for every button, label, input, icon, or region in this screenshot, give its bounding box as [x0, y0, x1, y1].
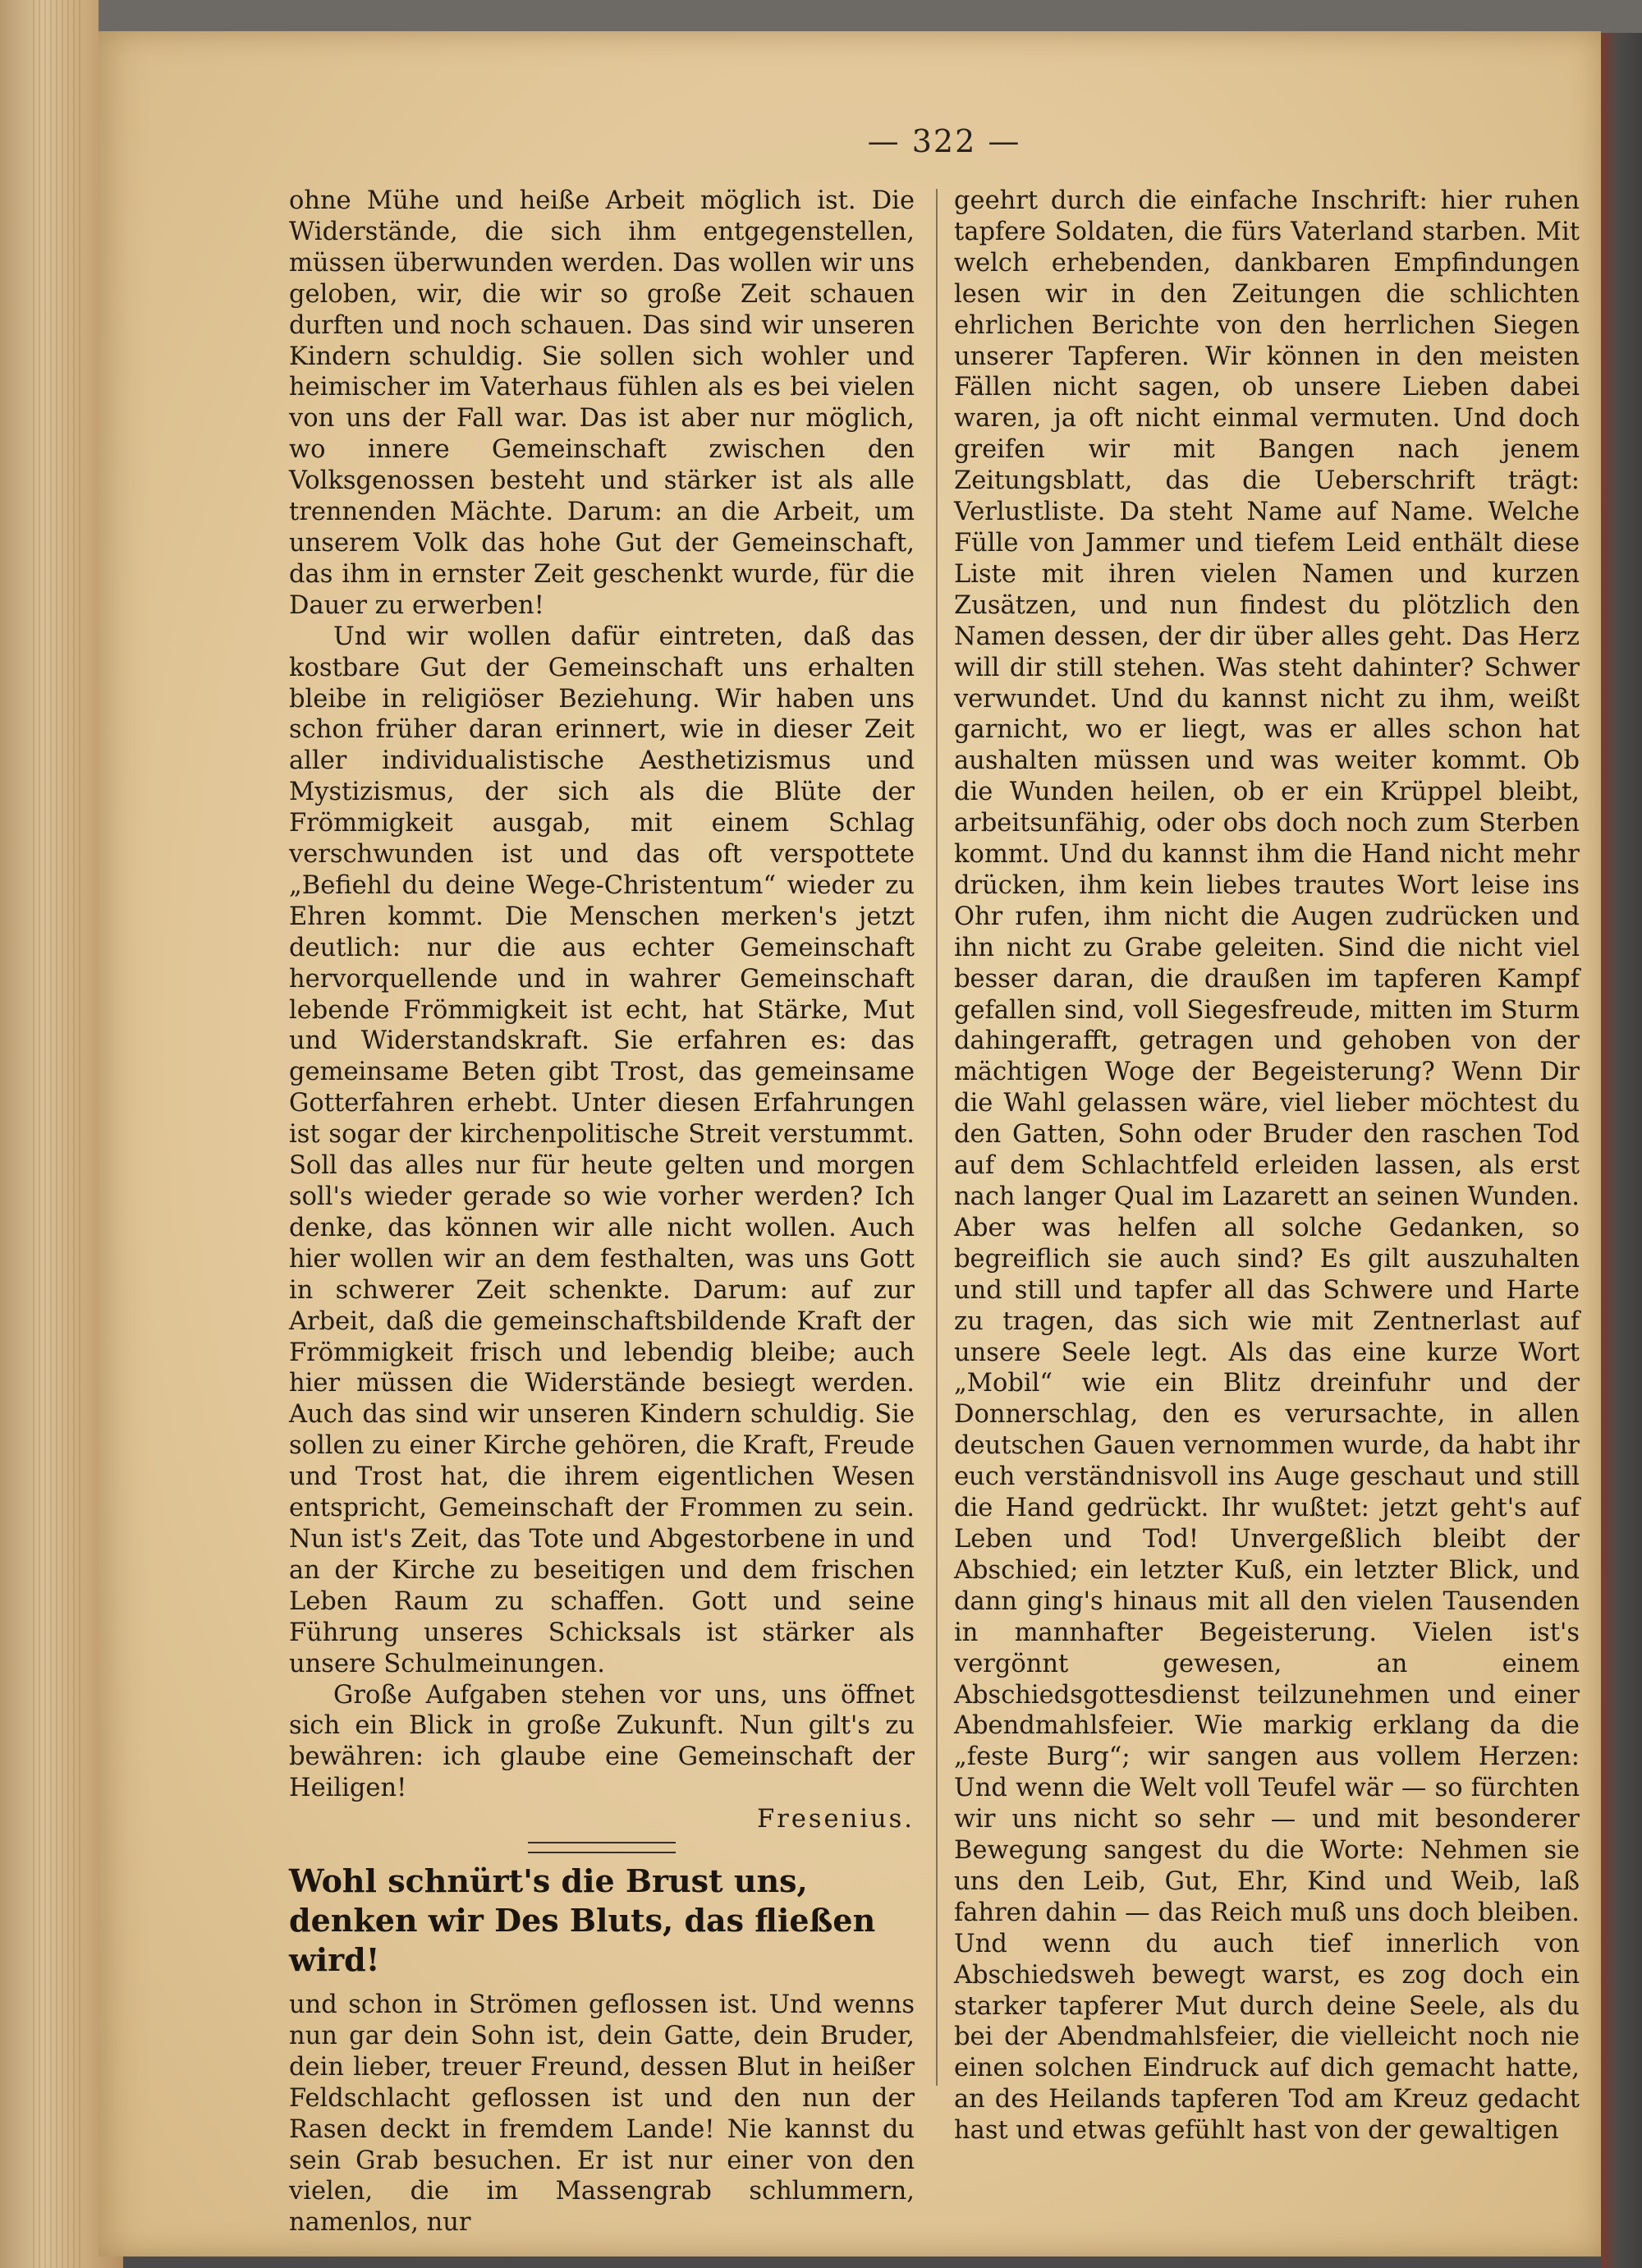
- paragraph: und schon in Strömen geflossen ist. Und wenns nun gar dein Sohn ist, dein Gatte, dein Bruder, dein lieber, treuer Freund, dessen Blut in heißer Feldschlacht geflossen ist und den nun der Rasen deckt in fremdem Lande! Nie kannst du sein Grab besuchen. Er ist nur einer von den vielen, die im Massengrab schlummern, namenlos, nur: [289, 1990, 915, 2238]
- paragraph: geehrt durch die einfache Inschrift: hier ruhen tapfere Soldaten, die fürs Vaterland starben. Mit welch erhebenden, dankbaren Empfindungen lesen wir in den Zeitungen die schlichten ehrlichen Berichte von den herrlichen Siegen unserer Tapferen. Wir können in den meisten Fällen nicht sagen, ob unsere Lieben dabei waren, ja oft nicht einmal vermuten. Und doch greifen wir mit Bangen nach jenem Zeitungsblatt, das die Ueberschrift trägt: Verlustliste. Da steht Name auf Name. Welche Fülle von Jammer und tiefem Leid enthält diese Liste mit ihren vielen Namen und kurzen Zusätzen, und nun findest du plötzlich den Namen dessen, der dir über alles geht. Das Herz will dir still stehen. Was steht dahinter? Schwer verwundet. Und du kannst nicht zu ihm, weißt garnicht, wo er liegt, was er alles schon hat aushalten müssen und was weiter kommt. Ob die Wunden heilen, ob er ein Krüppel bleibt, arbeitsunfähig, oder obs doch noch zum Sterben kommt. Und du kannst ihm die Hand nicht mehr drücken, ihm kein liebes trautes Wort leise ins Ohr rufen, ihm nicht die Augen zudrücken und ihn nicht zu Grabe geleiten. Sind die nicht viel besser daran, die draußen im tapferen Kampf gefallen sind, voll Siegesfreude, mitten im Sturm dahingerafft, getragen und gehoben von der mächtigen Woge der Begeisterung? Wenn Dir die Wahl gelassen wäre, viel lieber möchtest du den Gatten, Sohn oder Bruder den raschen Tod auf dem Schlachtfeld erleiden lassen, als erst nach langer Qual im Lazarett an seinen Wunden. Aber was helfen all solche Gedanken, so begreiflich sie auch sind? Es gilt auszuhalten und still und tapfer all das Schwere und Harte zu tragen, das sich wie mit Zentnerlast auf unsere Seele legt. Als das eine kurze Wort „Mobil“ wie ein Blitz dreinfuhr und der Donnerschlag, den es verursachte, in allen deutschen Gauen vernommen wurde, da habt ihr euch verständnisvoll ins Auge geschaut und still die Hand gedrückt. Ihr wußtet: jetzt geht's auf Leben und Tod! Unvergeßlich bleibt der Abschied; ein letzter Kuß, ein letzter Blick, und dann ging's hinaus mit all den vielen Tausenden in mannhafter Begeisterung. Vielen ist's vergönnt gewesen, an einem Abschiedsgottesdienst teilzunehmen und einer Abendmahlsfeier. Wie markig erklang da die „feste Burg“; wir sangen aus vollem Herzen: Und wenn die Welt voll Teufel wär — so fürchten wir uns nicht so sehr — und mit besonderer Bewegung sangest du die Worte: Nehmen sie uns den Leib, Gut, Ehr, Kind und Weib, laß fahren dahin — das Reich muß uns doch bleiben. Und wenn du auch tief innerlich von Abschiedsweh bewegt warst, es zog doch ein starker tapferer Mut durch deine Seele, als du bei der Abendmahlsfeier, die vielleicht noch nie einen solchen Eindruck auf dich gemacht hatte, an des Heilands tapferen Tod am Kreuz gedacht hast und etwas gefühlt hast von der gewaltigen: [954, 186, 1580, 2146]
- right-column: [954, 186, 1580, 2146]
- left-column: [289, 186, 915, 2238]
- paragraph: Große Aufgaben stehen vor uns, uns öffnet sich ein Blick in große Zukunft. Nun gilt's zu bewähren: ich glaube eine Gemeinschaft der Heiligen!: [289, 1680, 915, 1803]
- section-separator-rule: [528, 1842, 676, 1853]
- paragraph: ohne Mühe und heiße Arbeit möglich ist. Die Widerstände, die sich ihm entgegenstellen, müssen überwunden werden. Das wollen wir uns geloben, wir, die wir so große Zeit schauen durften und noch schauen. Das sind wir unseren Kindern schuldig. Sie sollen sich wohler und heimischer im Vaterhaus fühlen als es bei vielen von uns der Fall war. Das ist aber nur möglich, wo innere Gemeinschaft zwischen den Volksgenossen besteht und stärker ist als alle trennenden Mächte. Darum: an die Arbeit, um unserem Volk das hohe Gut der Gemeinschaft, das ihm in ernster Zeit geschenkt wurde, für die Dauer zu erwerben!: [289, 186, 915, 620]
- column-divider: [936, 189, 938, 2086]
- paragraph: Und wir wollen dafür eintreten, daß das kostbare Gut der Gemeinschaft uns erhalten bleibe in religiöser Beziehung. Wir haben uns schon früher daran erinnert, wie in dieser Zeit aller individualistische Aesthetizismus und Mystizismus, der sich als die Blüte der Frömmigkeit ausgab, mit einem Schlag verschwunden ist und das oft verspottete „Befiehl du deine Wege-Christentum“ wieder zu Ehren kommt. Die Menschen merken's jetzt deutlich: nur die aus echter Gemeinschaft hervorquellende und in wahrer Gemeinschaft lebende Frömmigkeit ist echt, hat Stärke, Mut und Widerstandskraft. Sie erfahren es: das gemeinsame Beten gibt Trost, das gemeinsame Gotterfahren erhebt. Unter diesen Erfahrungen ist sogar der kirchenpolitische Streit verstummt. Soll das alles nur für heute gelten und morgen soll's wieder gerade so wie vorher werden? Ich denke, das können wir alle nicht wollen. Auch hier wollen wir an dem festhalten, was uns Gott in schwerer Zeit schenkte. Darum: auf zur Arbeit, daß die gemeinschaftsbildende Kraft der Frömmigkeit frisch und lebendig bleibe; auch hier müssen die Widerstände besiegt werden. Auch das sind wir unseren Kindern schuldig. Sie sollen zu einer Kirche gehören, die Kraft, Freude und Trost hat, die ihrem eigentlichen Wesen entspricht, Gemeinschaft der Frommen zu sein. Nun ist's Zeit, das Tote und Abgestorbene in und an der Kirche zu beseitigen und dem frischen Leben Raum zu schaffen. Gott und seine Führung unseres Schicksals ist stärker als unsere Schulmeinungen.: [289, 622, 915, 1678]
- article-headline: Wohl schnürt's die Brust uns, denken wir Des Bluts, das fließen wird!: [289, 1862, 876, 1979]
- scan-top-border: [99, 0, 1642, 33]
- author-signature: Fresenius.: [757, 1805, 915, 1834]
- page-number: — 322 —: [867, 123, 1021, 159]
- book-cover-edge: [1601, 33, 1642, 2268]
- author-signature-line: [289, 1804, 915, 1835]
